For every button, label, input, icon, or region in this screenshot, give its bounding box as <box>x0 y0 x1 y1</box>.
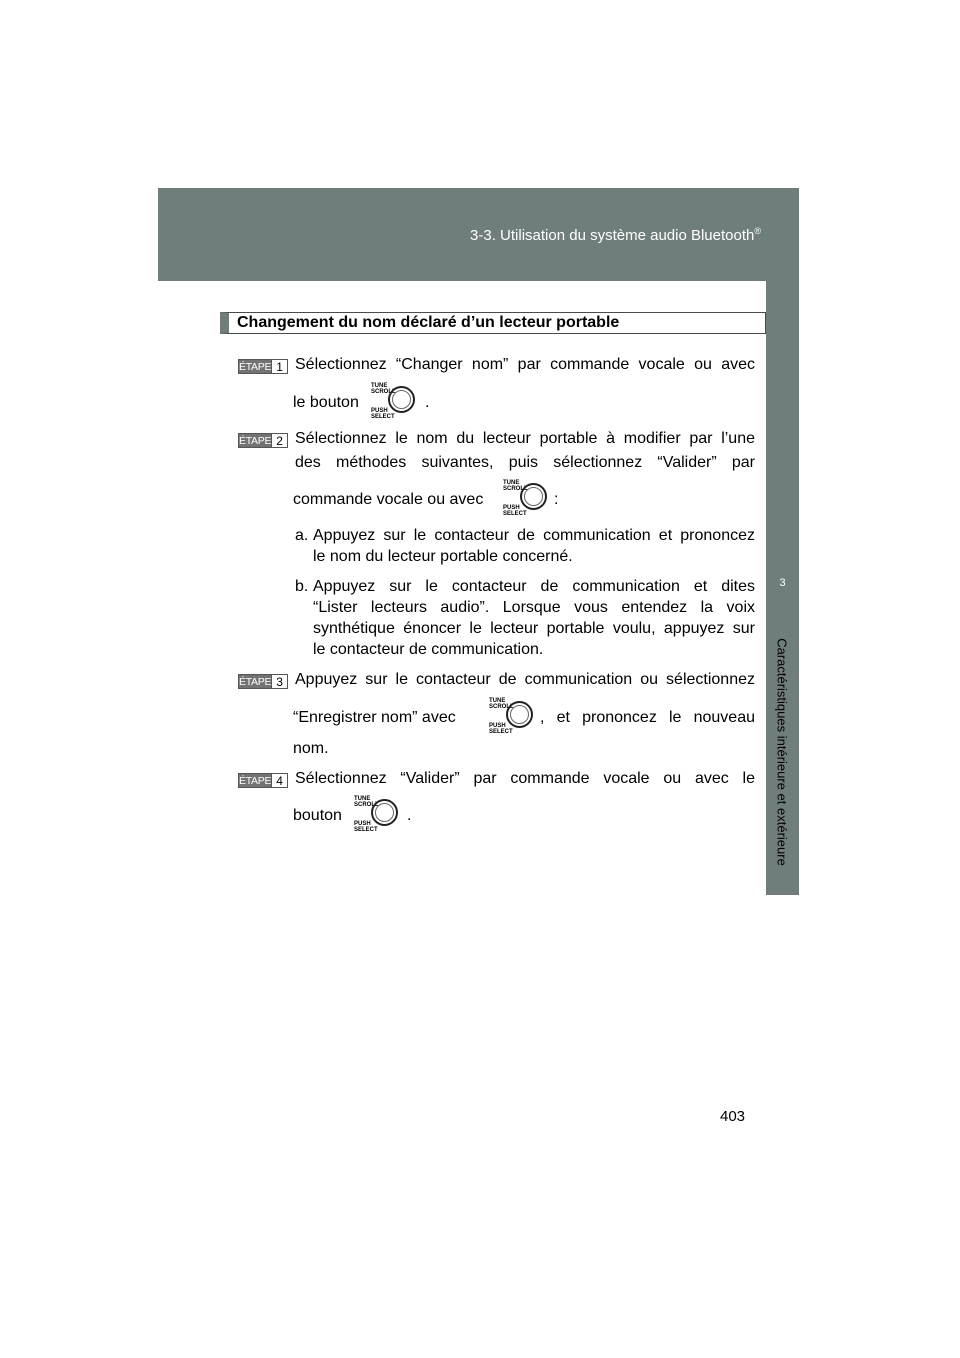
chapter-header <box>158 188 799 281</box>
step-badge-1: ÉTAPE 1 <box>238 359 288 374</box>
step-3-line-2a: “Enregistrer nom” avec <box>293 709 456 726</box>
step-3-line-2b: , et prononcez le nouveau <box>540 709 755 726</box>
sub-b-line-2: “Lister lecteurs audio”. Lorsque vous entendez la voix <box>313 599 755 616</box>
step-4-line-2a: bouton <box>293 807 342 824</box>
step-1-line-2a: le bouton <box>293 394 359 411</box>
step-1-line-1: Sélectionnez “Changer nom” par commande vocale ou avec <box>295 356 755 373</box>
step-3-line-1: Appuyez sur le contacteur de communication ou sélectionnez <box>295 671 755 688</box>
step-3-line-3: nom. <box>293 740 329 757</box>
tune-knob-icon: TUNE SCROLL PUSH SELECT <box>352 795 402 833</box>
step-badge-3: ÉTAPE 3 <box>238 674 288 689</box>
step-badge-2: ÉTAPE 2 <box>238 433 288 448</box>
sub-a-line-2: le nom du lecteur portable concerné. <box>313 548 573 565</box>
step-2-line-1: Sélectionnez le nom du lecteur portable à modifier par l’une <box>295 430 755 447</box>
step-2-line-3a: commande vocale ou avec <box>293 491 484 508</box>
step-4-line-2b: . <box>407 807 412 824</box>
step-badge-4: ÉTAPE 4 <box>238 773 288 788</box>
page-number: 403 <box>720 1108 746 1125</box>
sub-b-line-3: synthétique énoncer le lecteur portable voulu, appuyez sur <box>313 620 755 637</box>
tune-knob-icon: TUNE SCROLL PUSH SELECT <box>369 382 419 420</box>
tune-knob-icon: TUNE SCROLL PUSH SELECT <box>501 479 551 517</box>
step-2-line-2: des méthodes suivantes, puis sélectionnez “Valider” par <box>295 454 755 471</box>
chapter-label: Caractéristiques intérieure et extérieure <box>774 638 790 866</box>
step-2-line-3b: : <box>554 491 559 508</box>
sub-a-line-1: Appuyez sur le contacteur de communication et prononcez <box>313 527 755 544</box>
chapter-number: 3 <box>779 577 786 589</box>
sub-b-label: b. <box>295 578 309 595</box>
sub-b-line-4: le contacteur de communication. <box>313 641 544 658</box>
section-title: Changement du nom déclaré d’un lecteur portable <box>237 314 620 331</box>
chapter-tab <box>766 610 799 895</box>
chapter-title: 3-3. Utilisation du système audio Bluetooth® <box>470 226 761 244</box>
section-title-box <box>220 312 766 334</box>
sub-b-line-1: Appuyez sur le contacteur de communication et dites <box>313 578 755 595</box>
sub-a-label: a. <box>295 527 309 544</box>
step-4-line-1: Sélectionnez “Valider” par commande vocale ou avec le <box>295 770 755 787</box>
tune-knob-icon: TUNE SCROLL PUSH SELECT <box>487 697 537 735</box>
step-1-line-2b: . <box>425 394 430 411</box>
